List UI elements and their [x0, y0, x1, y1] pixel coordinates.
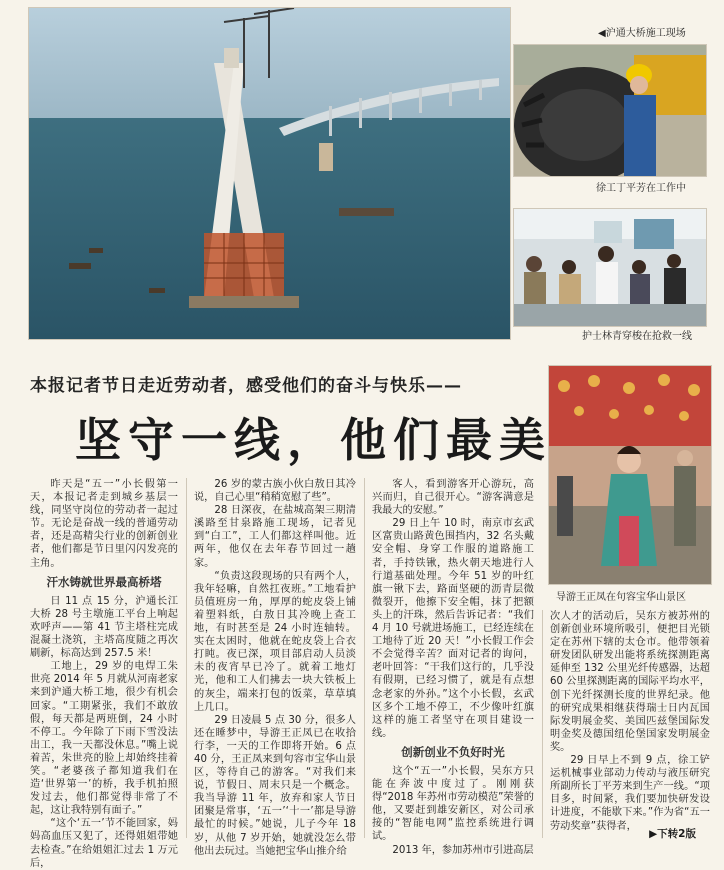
column-divider: [542, 610, 543, 838]
paragraph: 28 日深夜，在盐城高架三期清溪路至甘泉路施工现场，记者见到“白工”，工人们都这样叫他。近两年，他仅在去年春节回过一趟家。: [194, 505, 356, 569]
subheading-innovation: 创新创业不负好时光: [401, 744, 505, 759]
guide-photo: [548, 365, 712, 585]
article-column-4: [550, 610, 710, 833]
paragraph: 工地上，29 岁的电焊工朱世亮 2014 年 5 月就从河南老家来到沪通大桥工地，很少有机会回家。“工期紧张，我们不敢放假，每天都是两班倒，24 小时不停工。今年除了下雨下雪没法出工，我一天都没休息。”嘴上说着苦，朱世亮的脸上却始终挂着笑。“老婆孩子都知道我们在造‘世界第一’的桥，我手机拍照发过去，他们都觉得非常了不起，这让我特别有面子。”: [30, 661, 178, 817]
main-photo-caption: ◀沪通大桥施工现场: [598, 28, 686, 39]
paragraph: 日 11 点 15 分，沪通长江大桥 28 号主墩施工平台上响起欢呼声——第 41 节主塔柱完成混凝土浇筑，主塔高度随之再次刷新，标高达到 257.5 米！: [30, 595, 178, 660]
paragraph: 26 岁的蒙古族小伙白敖日其冷说，自己心里“稍稍宽慰了些”。: [194, 479, 356, 504]
paragraph: 这个“五一”小长假，吴东方只能在奔波中度过了。刚刚获得“2018 年苏州市劳动模范”荣誉的他，又要赶到雄安新区，对公司承接的“智能电网”监控系统进行调试。: [372, 765, 534, 843]
page-title: 坚守一线，他们最美: [75, 413, 552, 467]
headline-kicker: 本报记者节日走近劳动者，感受他们的奋斗与快乐——: [30, 376, 462, 396]
paragraph: 29 日凌晨 5 点 30 分，很多人还在睡梦中，导游王正凤已在收拾行李，一天的工作即将开始。6 点 40 分，王正凤来到句容市宝华山景区，等待自己的游客。“对我们来说，节假日、周末只是一个概念。我当导游 11 年，放弃和家人节日团聚是常事，‘五一’‘十一’都是导游最忙的时候。”她说，儿子今年 18 岁，从他 7 岁开始，她就没怎么带他出去玩过。当她把宝华山推介给: [194, 714, 356, 857]
paragraph: “这个‘五一’节不能回家，妈妈高血压又犯了，还得姐姐带她去检查。”在给姐姐汇过去 1 万元后，: [30, 818, 178, 869]
subheading-bridge: 汗水铸就世界最高桥塔: [46, 574, 162, 589]
column-divider: [186, 478, 187, 838]
column-divider: [364, 478, 365, 838]
article-column-2: [194, 478, 356, 858]
nurse-photo-caption: 护士林青穿梭在抢救一线: [582, 331, 692, 342]
article-column-1: [30, 478, 178, 870]
paragraph: 29 日早上不到 9 点，徐工铲运机械事业部动力传动与液压研究所副所长丁平芳来到生产一线。“项目多，时间紧，我们要加快研发设计进度，不能歇下来。”作为省“五一劳动奖章”获得者，: [550, 755, 710, 832]
paragraph: 客人，看到游客开心游玩，高兴而归，自己很开心。“游客满意是我最大的安慰。”: [372, 479, 534, 517]
worker-photo: [513, 44, 707, 177]
bridge-construction-photo: [28, 7, 511, 340]
paragraph: 2013 年，参加苏州市引进高层: [392, 844, 534, 856]
continue-page-link[interactable]: ▶下转2版: [649, 828, 696, 840]
paragraph: “负责这段现场的只有两个人，我年轻嘛，自然扛夜班。”工地看护员值班房一角，厚厚的蛇皮袋上铺着塑料纸，白敖日其冷晚上查工地，有时甚至是 24 小时连轴转。实在太困时，他就在蛇皮袋上合衣打盹。夜已深，项目部启动人员淡未的夜宵早已冷了。就着工地灯光，他和工人们拂去一块大铁板上的灰尘，端来打包的饭菜，草草填上几口。: [194, 570, 356, 713]
article-column-3: [372, 478, 534, 857]
worker-photo-caption: 徐工丁平芳在工作中: [596, 183, 686, 194]
paragraph: 29 日上午 10 时，南京市玄武区富贵山路黄色围挡内，32 名头戴安全帽、身穿工作服的道路施工者，手持铁锹，热火朝天地进行人行道基础处理。今年 51 岁的叶红旗一锹下去，路面坚硬的沥青层微微裂开，他擦下安全帽，抹了把额头上的汗珠，然后告诉记者：“我们 4 月 10 号就进场施工，已经连续在工地待了近 20 天！”小长假工作会不会觉得辛苦？面对记者的询问，老叶回答：“干我们这行的，几乎没有假期，已经习惯了，就是有点想念老家的外孙。”这个小长假，玄武区多个工地不停工，不少像叶红旗这样的施工者坚守在项目建设一线。: [372, 518, 534, 739]
intro-paragraph: 昨天是“五一”小长假第一天，本报记者走到城乡基层一线，同坚守岗位的劳动者一起过节。无论是奋战一线的普通劳动者，还是高精尖行业的创新创业者，他们都是节日里闪闪发亮的主角。: [30, 479, 178, 569]
guide-photo-caption: 导游王正凤在句容宝华山景区: [556, 592, 686, 603]
paragraph: 次人才的活动后，吴东方被苏州的创新创业环境所吸引，便把目光锁定在苏州下辖的太仓市。他带领着研发团队研发出能将系统探测距离延伸至 132 公里光纤传感器，达超 60 公里探测距离的国际平均水平，创下光纤探测长度的世界纪录。他的研究成果相继获得瑞士日内瓦国际发明展金奖、美国匹兹堡国际发明金奖及德国纽伦堡国家发明展金奖。: [550, 611, 710, 753]
nurse-photo: [513, 208, 707, 327]
